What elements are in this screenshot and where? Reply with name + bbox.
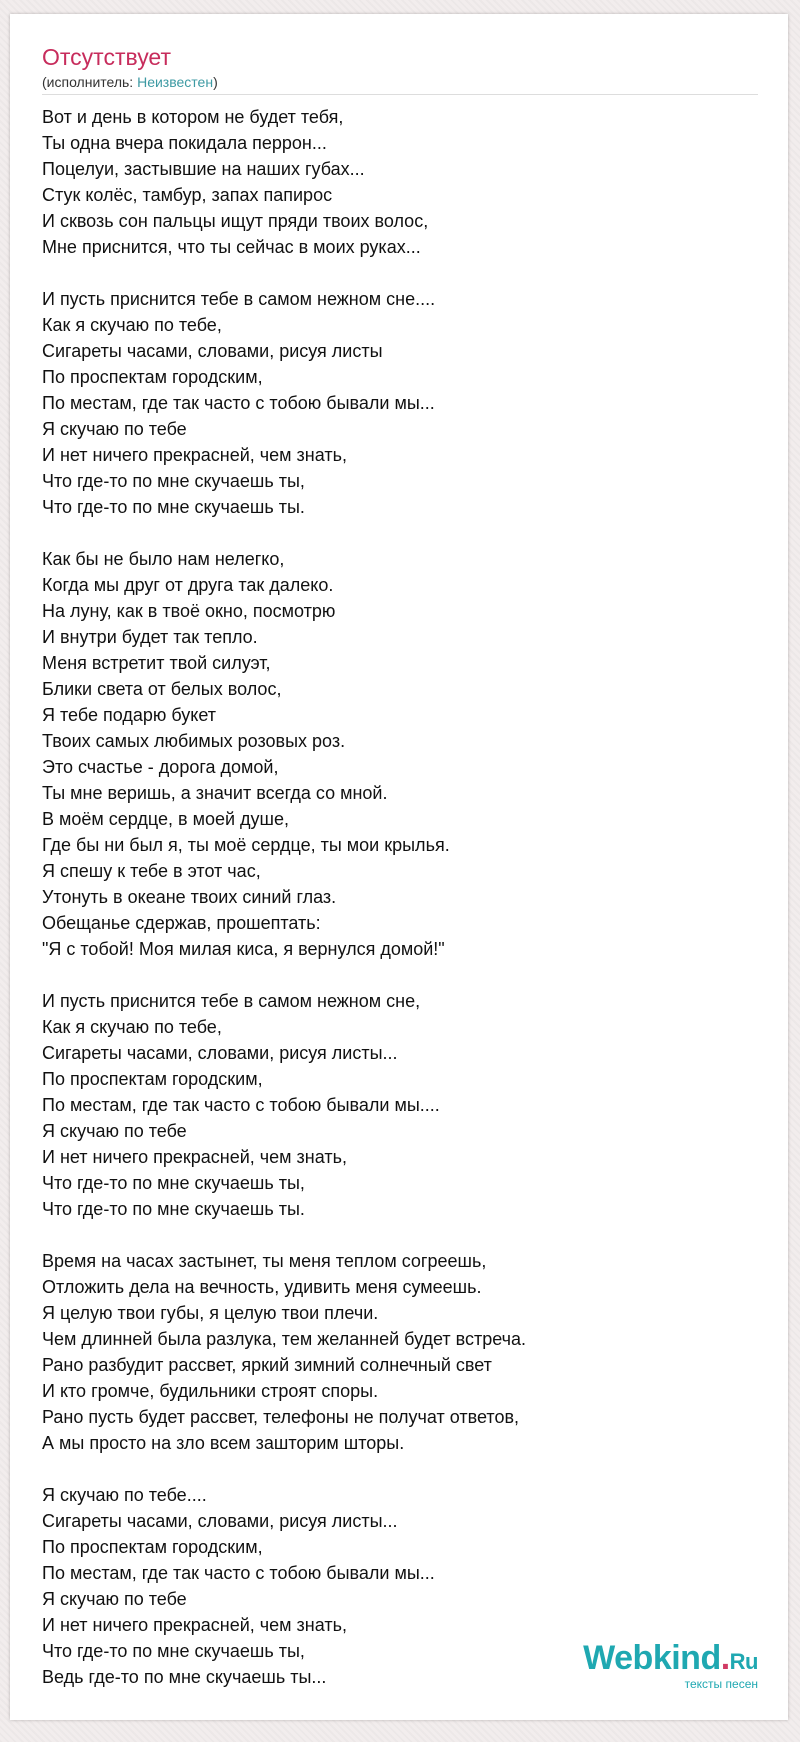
lyric-line: Как я скучаю по тебе, bbox=[42, 315, 222, 335]
lyric-line: И сквозь сон пальцы ищут пряди твоих волос, bbox=[42, 211, 429, 231]
lyric-line: И пусть приснится тебе в самом нежном сне.... bbox=[42, 289, 436, 309]
artist-prefix: (исполнитель: bbox=[42, 74, 138, 90]
lyric-line: Чем длинней была разлука, тем желанней будет встреча. bbox=[42, 1329, 527, 1349]
lyric-line: Как бы не было нам нелегко, bbox=[42, 549, 285, 569]
artist-line bbox=[42, 72, 218, 92]
lyric-line: Что где-то по мне скучаешь ты, bbox=[42, 471, 305, 491]
lyric-line: По проспектам городским, bbox=[42, 1537, 263, 1557]
logo-tagline: тексты песен bbox=[684, 1677, 758, 1691]
lyric-line: Как я скучаю по тебе, bbox=[42, 1017, 222, 1037]
lyric-line: Вот и день в котором не будет тебя, bbox=[42, 107, 344, 127]
lyric-line: И внутри будет так тепло. bbox=[42, 627, 258, 647]
stanza-break bbox=[42, 520, 762, 546]
lyric-line: Что где-то по мне скучаешь ты. bbox=[42, 497, 305, 517]
lyric-line: По местам, где так часто с тобою бывали мы... bbox=[42, 393, 435, 413]
lyric-line: Я скучаю по тебе bbox=[42, 419, 187, 439]
stanza-break bbox=[42, 1222, 762, 1248]
lyric-line: По проспектам городским, bbox=[42, 367, 263, 387]
song-title: Отсутствует bbox=[42, 44, 171, 70]
lyric-line: Когда мы друг от друга так далеко. bbox=[42, 575, 334, 595]
header-divider bbox=[42, 94, 758, 95]
lyric-line: Отложить дела на вечность, удивить меня сумеешь. bbox=[42, 1277, 482, 1297]
lyric-line: Я тебе подарю букет bbox=[42, 705, 217, 725]
lyric-line: Сигареты часами, словами, рисуя листы bbox=[42, 341, 383, 361]
lyric-line: Я скучаю по тебе.... bbox=[42, 1485, 207, 1505]
lyric-line: Обещанье сдержав, прошептать: bbox=[42, 913, 321, 933]
artist-link[interactable]: Неизвестен bbox=[137, 74, 214, 90]
lyric-line: Утонуть в океане твоих синий глаз. bbox=[42, 887, 337, 907]
lyric-line: Я спешу к тебе в этот час, bbox=[42, 861, 261, 881]
lyric-line: Твоих самых любимых розовых роз. bbox=[42, 731, 346, 751]
lyric-line: По местам, где так часто с тобою бывали мы... bbox=[42, 1563, 435, 1583]
lyrics-text bbox=[42, 104, 762, 1690]
artist-suffix: ) bbox=[213, 74, 218, 90]
logo-wordmark bbox=[583, 1640, 758, 1680]
lyric-line: И нет ничего прекрасней, чем знать, bbox=[42, 1615, 347, 1635]
lyric-line: Ты мне веришь, а значит всегда со мной. bbox=[42, 783, 388, 803]
lyric-line: Меня встретит твой силуэт, bbox=[42, 653, 271, 673]
lyric-line: На луну, как в твоё окно, посмотрю bbox=[42, 601, 336, 621]
lyrics-card bbox=[10, 14, 788, 1720]
lyric-line: Блики света от белых волос, bbox=[42, 679, 282, 699]
lyric-line: В моём сердце, в моей душе, bbox=[42, 809, 289, 829]
logo-tld: Ru bbox=[729, 1649, 758, 1674]
lyric-line: По местам, где так часто с тобою бывали мы.... bbox=[42, 1095, 440, 1115]
lyric-line: Время на часах застынет, ты меня теплом согреешь, bbox=[42, 1251, 487, 1271]
lyric-line: Что где-то по мне скучаешь ты, bbox=[42, 1173, 305, 1193]
lyric-line: По проспектам городским, bbox=[42, 1069, 263, 1089]
lyric-line: И нет ничего прекрасней, чем знать, bbox=[42, 1147, 347, 1167]
stanza-break bbox=[42, 260, 762, 286]
lyric-line: Поцелуи, застывшие на наших губах... bbox=[42, 159, 365, 179]
lyric-line: И пусть приснится тебе в самом нежном сне, bbox=[42, 991, 421, 1011]
lyric-line: Я скучаю по тебе bbox=[42, 1589, 187, 1609]
lyric-line: Что где-то по мне скучаешь ты. bbox=[42, 1199, 305, 1219]
stanza-break bbox=[42, 1456, 762, 1482]
lyric-line: Я целую твои губы, я целую твои плечи. bbox=[42, 1303, 379, 1323]
lyric-line: И кто громче, будильники строят споры. bbox=[42, 1381, 379, 1401]
lyric-line: И нет ничего прекрасней, чем знать, bbox=[42, 445, 347, 465]
lyric-line: Ты одна вчера покидала перрон... bbox=[42, 133, 327, 153]
lyric-line: Сигареты часами, словами, рисуя листы... bbox=[42, 1043, 398, 1063]
lyric-line: Что где-то по мне скучаешь ты, bbox=[42, 1641, 305, 1661]
lyric-line: Где бы ни был я, ты моё сердце, ты мои крылья. bbox=[42, 835, 450, 855]
lyric-line: Ведь где-то по мне скучаешь ты... bbox=[42, 1667, 327, 1687]
lyric-line: "Я с тобой! Моя милая киса, я вернулся домой!" bbox=[42, 939, 445, 959]
lyric-line: Это счастье - дорога домой, bbox=[42, 757, 279, 777]
lyric-line: Рано разбудит рассвет, яркий зимний солнечный свет bbox=[42, 1355, 492, 1375]
lyric-line: Сигареты часами, словами, рисуя листы... bbox=[42, 1511, 398, 1531]
lyric-line: Стук колёс, тамбур, запах папирос bbox=[42, 185, 333, 205]
stanza-break bbox=[42, 962, 762, 988]
site-logo[interactable] bbox=[583, 1640, 758, 1690]
logo-dot: . bbox=[720, 1639, 730, 1677]
lyric-line: Я скучаю по тебе bbox=[42, 1121, 187, 1141]
lyric-line: Рано пусть будет рассвет, телефоны не получат ответов, bbox=[42, 1407, 520, 1427]
lyric-line: А мы просто на зло всем зашторим шторы. bbox=[42, 1433, 405, 1453]
lyric-line: Мне приснится, что ты сейчас в моих руках... bbox=[42, 237, 421, 257]
logo-name: Webkind bbox=[583, 1639, 721, 1677]
